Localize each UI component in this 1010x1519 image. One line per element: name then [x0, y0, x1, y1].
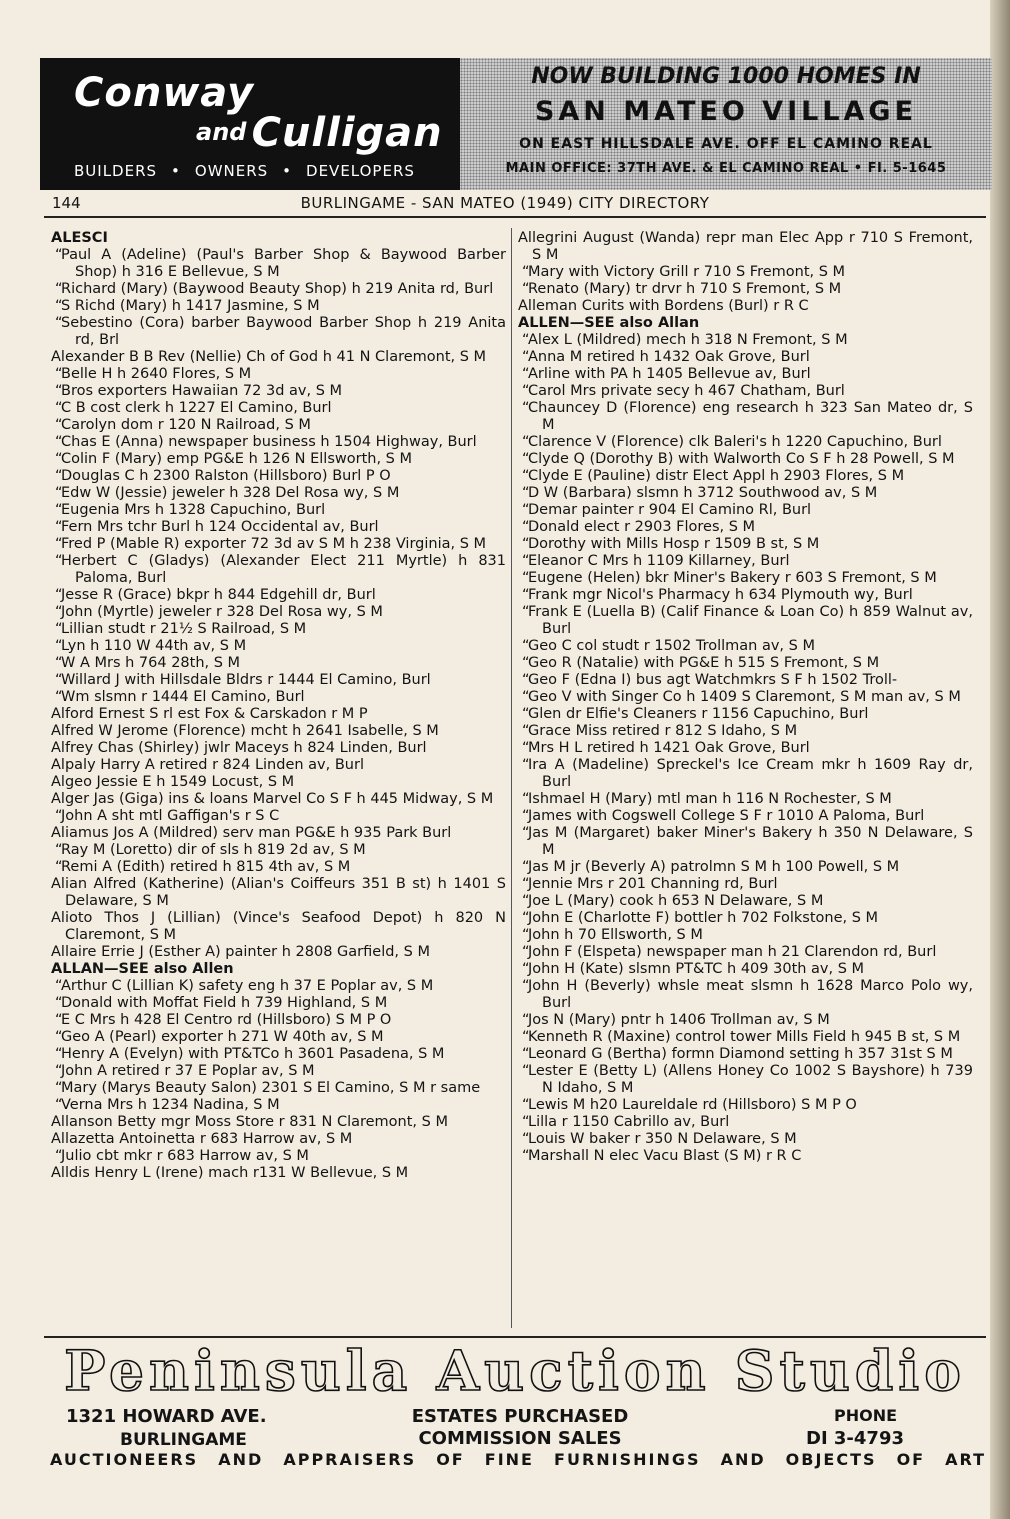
directory-entry: “ John A retired r 37 E Poplar av, S M — [51, 1063, 506, 1080]
directory-entry: “ Alex L (Mildred) mech h 318 N Fremont, S M — [518, 332, 973, 349]
directory-entry: “ John A sht mtl Gaffigan's r S C — [51, 808, 506, 825]
surname-heading: ALLEN—SEE also Allan — [518, 315, 700, 331]
directory-entry: Alfrey Chas (Shirley) jwlr Maceys h 824 Linden, Burl — [51, 740, 427, 756]
directory-title: BURLINGAME - SAN MATEO (1949) CITY DIRECTORY — [300, 194, 710, 212]
directory-entry: “ Joe L (Mary) cook h 653 N Delaware, S M — [518, 893, 973, 910]
role-separator: • — [282, 162, 293, 180]
directory-entry: “ Wm slsmn r 1444 El Camino, Burl — [51, 689, 506, 706]
auction-phone-number: DI 3-4793 — [806, 1428, 904, 1449]
directory-entry: “ Lilla r 1150 Cabrillo av, Burl — [518, 1114, 973, 1131]
directory-entry: “ John h 70 Ellsworth, S M — [518, 927, 973, 944]
auction-city: BURLINGAME — [120, 1430, 247, 1450]
directory-entry: “ Frank E (Luella B) (Calif Finance & Loan Co) h 859 Walnut av, Burl — [518, 604, 973, 638]
directory-entry: Alioto Thos J (Lillian) (Vince's Seafood Depot) h 820 N Claremont, S M — [51, 910, 506, 943]
tagline-word: FURNISHINGS — [554, 1450, 701, 1469]
directory-entry: “ S Richd (Mary) h 1417 Jasmine, S M — [51, 298, 506, 315]
auction-phone-label: PHONE — [834, 1406, 898, 1425]
directory-entry: “ Willard J with Hillsdale Bldrs r 1444 El Camino, Burl — [51, 672, 506, 689]
ad-location: ON EAST HILLSDALE AVE. OFF EL CAMINO REAL — [519, 136, 933, 152]
directory-entry: “ Jesse R (Grace) bkpr h 844 Edgehill dr, Burl — [51, 587, 506, 604]
directory-entry: “ Henry A (Evelyn) with PT&TCo h 3601 Pasadena, S M — [51, 1046, 506, 1063]
directory-entry: Allanson Betty mgr Moss Store r 831 N Claremont, S M — [51, 1114, 448, 1130]
directory-entry: “ Kenneth R (Maxine) control tower Mills Field h 945 B st, S M — [518, 1029, 973, 1046]
directory-entry: “ Ishmael H (Mary) mtl man h 116 N Rochester, S M — [518, 791, 973, 808]
tagline-word: ART — [945, 1450, 987, 1469]
directory-entry: Allegrini August (Wanda) repr man Elec App r 710 S Fremont, S M — [518, 230, 973, 263]
directory-entry: “ Glen dr Elfie's Cleaners r 1156 Capuchino, Burl — [518, 706, 973, 723]
directory-entry: “ Clyde E (Pauline) distr Elect Appl h 2903 Flores, S M — [518, 468, 973, 485]
ad-headline: NOW BUILDING 1000 HOMES IN — [531, 64, 921, 89]
directory-entry: “ Belle H h 2640 Flores, S M — [51, 366, 506, 383]
directory-entry: “ Richard (Mary) (Baywood Beauty Shop) h 219 Anita rd, Burl — [51, 281, 506, 298]
directory-entry: “ Arthur C (Lillian K) safety eng h 37 E Poplar av, S M — [51, 978, 506, 995]
header-rule — [44, 216, 986, 218]
directory-entry: “ Anna M retired h 1432 Oak Grove, Burl — [518, 349, 973, 366]
directory-entry: “ John E (Charlotte F) bottler h 702 Folkstone, S M — [518, 910, 973, 927]
directory-entry: “ Clyde Q (Dorothy B) with Walworth Co S F h 28 Powell, S M — [518, 451, 973, 468]
directory-entry: Alfred W Jerome (Florence) mcht h 2641 Isabelle, S M — [51, 723, 439, 739]
role-builders: BUILDERS — [74, 162, 158, 180]
auction-commission-line: COMMISSION SALES — [418, 1428, 622, 1449]
directory-entry: “ Geo C col studt r 1502 Trollman av, S M — [518, 638, 973, 655]
directory-entry: “ Geo V with Singer Co h 1409 S Claremont, S M man av, S M — [518, 689, 973, 706]
tagline-word: APPRAISERS — [283, 1450, 417, 1469]
tagline-word: AND — [720, 1450, 766, 1469]
directory-entry: “ Carolyn dom r 120 N Railroad, S M — [51, 417, 506, 434]
directory-entry: “ Lewis M h20 Laureldale rd (Hillsboro) S M P O — [518, 1097, 973, 1114]
directory-entry: “ John F (Elspeta) newspaper man h 21 Clarendon rd, Burl — [518, 944, 973, 961]
directory-entry: “ Ray M (Loretto) dir of sls h 819 2d av, S M — [51, 842, 506, 859]
directory-entry: “ Mary with Victory Grill r 710 S Fremont, S M — [518, 264, 973, 281]
directory-entry: Alpaly Harry A retired r 824 Linden av, Burl — [51, 757, 364, 773]
ad-project-name: SAN MATEO VILLAGE — [534, 96, 918, 127]
brand-name-conway: Conway — [74, 70, 255, 116]
surname-heading: ALLAN—SEE also Allen — [51, 961, 234, 977]
directory-entry: “ Sebestino (Cora) barber Baywood Barber Shop h 219 Anita rd, Brl — [51, 315, 506, 349]
directory-entry: “ Demar painter r 904 El Camino Rl, Burl — [518, 502, 973, 519]
directory-entry: Alleman Curits with Bordens (Burl) r R C — [518, 298, 809, 314]
directory-entry: “ Lillian studt r 21½ S Railroad, S M — [51, 621, 506, 638]
column-divider — [511, 228, 512, 1328]
role-separator: • — [171, 162, 181, 180]
directory-entry: “ Donald with Moffat Field h 739 Highland, S M — [51, 995, 506, 1012]
directory-entry: “ John H (Beverly) whsle meat slsmn h 1628 Marco Polo wy, Burl — [518, 978, 973, 1012]
project-ad-panel — [460, 58, 992, 190]
tagline-word: OF — [896, 1450, 926, 1469]
auction-estates-line: ESTATES PURCHASED — [411, 1406, 629, 1427]
left-column-listings — [51, 230, 506, 1182]
directory-entry: “ Colin F (Mary) emp PG&E h 126 N Ellsworth, S M — [51, 451, 506, 468]
directory-entry: “ Verna Mrs h 1234 Nadina, S M — [51, 1097, 506, 1114]
directory-entry: “ John H (Kate) slsmn PT&TC h 409 30th av, S M — [518, 961, 973, 978]
directory-entry: “ Julio cbt mkr r 683 Harrow av, S M — [51, 1148, 506, 1165]
auction-studio-title: Peninsula Auction Studio — [64, 1338, 966, 1403]
directory-entry: “ Geo A (Pearl) exporter h 271 W 40th av, S M — [51, 1029, 506, 1046]
directory-entry: Alexander B B Rev (Nellie) Ch of God h 41 N Claremont, S M — [51, 349, 487, 365]
directory-entry: “ Jas M (Margaret) baker Miner's Bakery h 350 N Delaware, S M — [518, 825, 973, 859]
directory-entry: Alian Alfred (Katherine) (Alian's Coiffeurs 351 B st) h 1401 S Delaware, S M — [51, 876, 506, 909]
directory-entry: “ D W (Barbara) slsmn h 3712 Southwood av, S M — [518, 485, 973, 502]
directory-entry: “ Ira A (Madeline) Spreckel's Ice Cream mkr h 1609 Ray dr, Burl — [518, 757, 973, 791]
surname-heading: ALESCI — [51, 230, 108, 246]
directory-entry: “ Chas E (Anna) newspaper business h 1504 Highway, Burl — [51, 434, 506, 451]
directory-entry: “ Renato (Mary) tr drvr h 710 S Fremont, S M — [518, 281, 973, 298]
directory-entry: “ Herbert C (Gladys) (Alexander Elect 211 Myrtle) h 831 Paloma, Burl — [51, 553, 506, 587]
directory-entry: “ Edw W (Jessie) jeweler h 328 Del Rosa wy, S M — [51, 485, 506, 502]
directory-entry: “ Frank mgr Nicol's Pharmacy h 634 Plymouth wy, Burl — [518, 587, 973, 604]
directory-entry: “ Jas M jr (Beverly A) patrolmn S M h 100 Powell, S M — [518, 859, 973, 876]
directory-entry: Allaire Errie J (Esther A) painter h 2808 Garfield, S M — [51, 944, 430, 960]
directory-entry: “ E C Mrs h 428 El Centro rd (Hillsboro) S M P O — [51, 1012, 506, 1029]
tagline-word: FINE — [484, 1450, 534, 1469]
auction-address: 1321 HOWARD AVE. — [66, 1406, 267, 1427]
directory-entry: “ Dorothy with Mills Hosp r 1509 B st, S M — [518, 536, 973, 553]
directory-entry: Allazetta Antoinetta r 683 Harrow av, S M — [51, 1131, 353, 1147]
directory-entry: “ Geo F (Edna I) bus agt Watchmkrs S F h 1502 Troll- — [518, 672, 973, 689]
directory-entry: “ Louis W baker r 350 N Delaware, S M — [518, 1131, 973, 1148]
directory-entry: “ James with Cogswell College S F r 1010 A Paloma, Burl — [518, 808, 973, 825]
directory-entry: “ Jos N (Mary) pntr h 1406 Trollman av, S M — [518, 1012, 973, 1029]
tagline-word: AND — [218, 1450, 264, 1469]
page-edge-shadow — [990, 0, 1010, 1519]
directory-entry: “ Chauncey D (Florence) eng research h 323 San Mateo dr, S M — [518, 400, 973, 434]
right-column-listings — [518, 230, 973, 1165]
directory-entry: “ Lyn h 110 W 44th av, S M — [51, 638, 506, 655]
brand-name-culligan: Culligan — [251, 110, 443, 156]
directory-entry: “ Fred P (Mable R) exporter 72 3d av S M h 238 Virginia, S M — [51, 536, 506, 553]
directory-entry: “ Paul A (Adeline) (Paul's Barber Shop & Baywood Barber Shop) h 316 E Bellevue, S M — [51, 247, 506, 281]
directory-entry: “ W A Mrs h 764 28th, S M — [51, 655, 506, 672]
directory-entry: “ Eugenia Mrs h 1328 Capuchino, Burl — [51, 502, 506, 519]
directory-entry: “ Remi A (Edith) retired h 815 4th av, S M — [51, 859, 506, 876]
directory-entry: “ Carol Mrs private secy h 467 Chatham, Burl — [518, 383, 973, 400]
ad-main-office: MAIN OFFICE: 37TH AVE. & EL CAMINO REAL • FI. 5-1645 — [505, 161, 947, 176]
builder-roles — [74, 162, 415, 180]
directory-entry: Alldis Henry L (Irene) mach r131 W Bellevue, S M — [51, 1165, 409, 1181]
directory-entry: “ John (Myrtle) jeweler r 328 Del Rosa wy, S M — [51, 604, 506, 621]
directory-entry: “ Fern Mrs tchr Burl h 124 Occidental av, Burl — [51, 519, 506, 536]
directory-entry: Aliamus Jos A (Mildred) serv man PG&E h 935 Park Burl — [51, 825, 452, 841]
directory-entry: “ Mary (Marys Beauty Salon) 2301 S El Camino, S M r same — [51, 1080, 506, 1097]
directory-entry: “ Lester E (Betty L) (Allens Honey Co 1002 S Bayshore) h 739 N Idaho, S M — [518, 1063, 973, 1097]
tagline-word: OBJECTS — [785, 1450, 877, 1469]
top-advertisement — [40, 58, 992, 190]
directory-entry: “ Douglas C h 2300 Ralston (Hillsboro) Burl P O — [51, 468, 506, 485]
directory-entry: Alger Jas (Giga) ins & loans Marvel Co S F h 445 Midway, S M — [51, 791, 494, 807]
directory-entry: Algeo Jessie E h 1549 Locust, S M — [51, 774, 295, 790]
directory-entry: “ Jennie Mrs r 201 Channing rd, Burl — [518, 876, 973, 893]
builder-ad-panel — [40, 58, 460, 190]
directory-entry: “ Clarence V (Florence) clk Baleri's h 1220 Capuchino, Burl — [518, 434, 973, 451]
tagline-word: OF — [436, 1450, 465, 1469]
directory-entry: “ C B cost clerk h 1227 El Camino, Burl — [51, 400, 506, 417]
tagline-word: AUCTIONEERS — [50, 1450, 199, 1469]
brand-name-line-2 — [196, 110, 443, 156]
directory-entry: “ Arline with PA h 1405 Bellevue av, Burl — [518, 366, 973, 383]
page-number: 144 — [52, 194, 81, 212]
brand-and: and — [196, 118, 247, 146]
directory-entry: Alford Ernest S rl est Fox & Carskadon r M P — [51, 706, 368, 722]
directory-entry: “ Leonard G (Bertha) formn Diamond setting h 357 31st S M — [518, 1046, 973, 1063]
directory-entry: “ Grace Miss retired r 812 S Idaho, S M — [518, 723, 973, 740]
directory-entry: “ Bros exporters Hawaiian 72 3d av, S M — [51, 383, 506, 400]
directory-entry: “ Mrs H L retired h 1421 Oak Grove, Burl — [518, 740, 973, 757]
auction-tagline — [50, 1450, 986, 1469]
directory-entry: “ Marshall N elec Vacu Blast (S M) r R C — [518, 1148, 973, 1165]
directory-entry: “ Donald elect r 2903 Flores, S M — [518, 519, 973, 536]
directory-entry: “ Eugene (Helen) bkr Miner's Bakery r 603 S Fremont, S M — [518, 570, 973, 587]
role-developers: DEVELOPERS — [306, 162, 415, 180]
role-owners: OWNERS — [194, 162, 269, 180]
directory-entry: “ Geo R (Natalie) with PG&E h 515 S Fremont, S M — [518, 655, 973, 672]
directory-entry: “ Eleanor C Mrs h 1109 Killarney, Burl — [518, 553, 973, 570]
